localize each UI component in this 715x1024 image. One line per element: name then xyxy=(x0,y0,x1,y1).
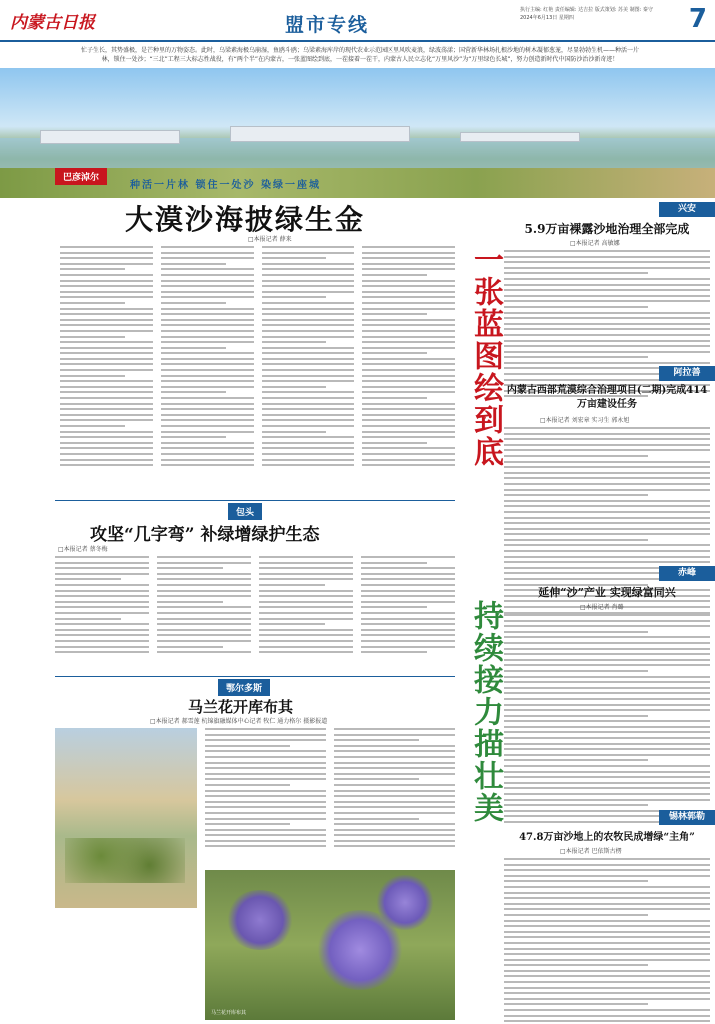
edition-meta xyxy=(520,6,685,22)
chifeng-byline: □本报记者 肖璐 xyxy=(580,604,624,611)
baotou-headline: 攻坚“几字弯” 补绿增绿护生态 xyxy=(90,525,320,545)
banner-line-1: 一张蓝图绘到底 xyxy=(468,244,503,468)
hero-building xyxy=(40,130,180,144)
section-divider xyxy=(55,500,455,501)
right-column xyxy=(500,198,715,1024)
intro-paragraph: 忙子生长，其势盛极，是芒种里的万物姿态。此时，乌梁素海极乌崩湿，鱼鸥斗鸥；乌梁素海库岸的现代农业示范园区里风吹麦浪，绿波荡漾；国营新华林场扎根沙地的树木凝郁葱茏，尽显勃勃生机——种活一片林，锁住一处沙；“三北”工程三大标志性战役，有“两个半”在内蒙古，一张蓝图绘到底，一茬接着一茬干，内蒙古人民立志化“万里风沙”为“万里绿色长城”，努力创造新时代中国防沙治沙新奇迹！ xyxy=(80,47,639,63)
newspaper-logo: 内蒙古日报 xyxy=(10,13,95,33)
page-number: 7 xyxy=(688,4,707,34)
meta-line-editors: 执行主编: 红艳 责任编辑: 达吉拉 版式策划: 苏美 制图: 秦守 xyxy=(520,7,653,13)
lead-column xyxy=(362,246,455,491)
lead-column xyxy=(262,246,355,491)
xilingol-body xyxy=(504,858,710,1024)
section-tag-baotou: 包头 xyxy=(228,503,262,520)
lead-headline: 大漠沙海披绿生金 xyxy=(125,203,366,236)
baotou-column xyxy=(361,556,455,668)
baotou-column xyxy=(259,556,353,668)
lead-body xyxy=(60,246,455,491)
hero-building xyxy=(230,126,410,142)
ordos-column xyxy=(205,728,326,868)
section-divider xyxy=(55,676,455,677)
section-tag-bayannur: 巴彦淖尔 xyxy=(55,168,107,185)
section-tag-chifeng: 赤峰 xyxy=(659,566,715,581)
xilingol-headline: 47.8万亩沙地上的农牧民成增绿“主角” xyxy=(519,832,695,843)
baotou-body xyxy=(55,556,455,668)
masthead xyxy=(0,0,715,42)
banner-line-2: 持续接力描壮美 xyxy=(468,600,503,824)
lead-column xyxy=(60,246,153,491)
hero-grassland xyxy=(0,168,715,198)
lead-column xyxy=(161,246,254,491)
baotou-byline: □本报记者 蔡冬梅 xyxy=(58,546,108,553)
ordos-photo-desert xyxy=(55,728,197,908)
ordos-body xyxy=(205,728,455,868)
lead-byline: □本报记者 薛来 xyxy=(248,236,292,243)
hero-building xyxy=(460,132,580,142)
section-tag-alashan: 阿拉善 xyxy=(659,366,715,381)
lead-subtitle: 种活一片林 锁住一处沙 染绿一座城 xyxy=(130,180,321,191)
baotou-column xyxy=(55,556,149,668)
chifeng-headline: 延伸“沙”产业 实现绿富同兴 xyxy=(538,586,676,599)
meta-line-date: 2024年6月13日 星期四 xyxy=(520,15,574,21)
section-tag-ordos: 鄂尔多斯 xyxy=(218,679,270,696)
ordos-headline: 马兰花开库布其 xyxy=(188,698,294,716)
xingan-byline: □本报记者 高敏娜 xyxy=(570,240,620,247)
ordos-photo-flowers xyxy=(205,870,455,1020)
xilingol-byline: □本报记者 巴依斯古楞 xyxy=(560,848,622,855)
section-tag-xilingol: 锡林郭勒 xyxy=(659,810,715,825)
ordos-column xyxy=(334,728,455,868)
section-title: 盟市专线 xyxy=(285,14,370,36)
alashan-headline: 内蒙古西部荒漠综合治理项目(二期)完成414万亩建设任务 xyxy=(506,385,708,410)
ordos-byline: □本报记者 郝雪莲 杭锦旗融媒体中心记者 牧仁 通力格尔 摄影报道 xyxy=(150,718,328,725)
section-tag-xingan: 兴安 xyxy=(659,202,715,217)
xingan-headline: 5.9万亩裸露沙地治理全部完成 xyxy=(524,222,690,236)
chifeng-body xyxy=(504,614,710,827)
alashan-byline: □本报记者 刘宏章 实习生 郭永旭 xyxy=(540,417,630,424)
hero-photo xyxy=(0,68,715,198)
ordos-photo-caption: 马兰花开库布其 xyxy=(211,1010,247,1016)
baotou-column xyxy=(157,556,251,668)
